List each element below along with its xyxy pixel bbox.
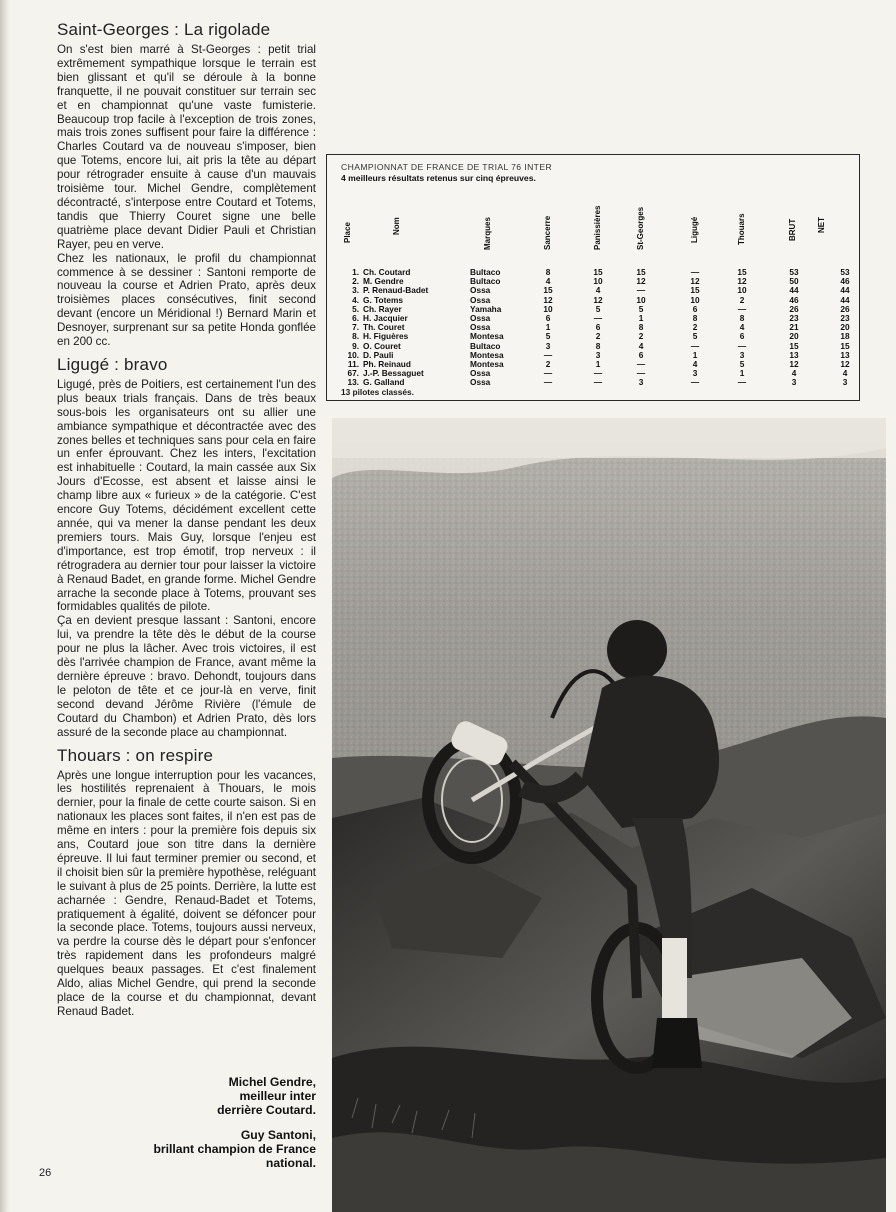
col-header-brut: BRUT [788,218,797,241]
cell-sancerre-score: 6 [545,313,551,323]
cell-liguge-score: 6 [692,303,698,314]
cell-thouars-score: 15 [737,267,747,277]
cell-thouars-score: — [737,377,747,388]
cell-net-score: 23 [840,313,850,323]
cell-net-score: 18 [840,331,850,342]
cell-net-score: 4 [842,368,848,379]
cell-thouars-score: 6 [739,331,745,342]
cell-sancerre-score: — [543,368,553,379]
cell-brut-score: 20 [789,331,799,342]
article-column [57,20,316,1019]
cell-net-score: 53 [840,267,850,277]
photo-captions [86,1075,316,1181]
cell-place: 7. [352,322,359,333]
cell-pilot-name: G. Totems [363,294,403,305]
cell-brut-score: 23 [789,313,799,323]
cell-place: 8. [352,331,359,342]
cell-brut-score: 12 [789,359,799,369]
cell-brand: Montesa [470,349,504,360]
cell-place: 1. [352,267,359,277]
table-title: CHAMPIONNAT DE FRANCE DE TRIAL 76 INTER [341,162,553,172]
table-subtitle: 4 meilleurs résultats retenus sur cinq épreuves. [341,173,536,183]
cell-brand: Ossa [470,322,491,333]
table-row [327,377,859,387]
cell-brand: Montesa [470,331,504,342]
cell-liguge-score: 8 [692,313,698,323]
table-footer: 13 pilotes classés. [341,387,414,397]
cell-place: 6. [352,313,359,323]
cell-liguge-score: 1 [692,349,698,360]
cell-brand: Yamaha [470,303,502,314]
cell-pilot-name: H. Figuères [363,331,409,342]
cell-st-georges-score: — [636,359,646,369]
cell-thouars-score: 2 [739,294,745,305]
cell-sancerre-score: 8 [545,267,551,277]
cell-brut-score: 53 [789,267,799,277]
col-header-nom: Nom [392,217,401,235]
cell-liguge-score: 4 [692,359,698,369]
cell-panissieres-score: 10 [593,276,603,287]
cell-pilot-name: Ph. Reinaud [363,359,411,369]
cell-liguge-score: 5 [692,331,698,342]
cell-panissieres-score: 8 [595,340,601,351]
cell-st-georges-score: 8 [638,322,644,333]
cell-pilot-name: M. Gendre [363,276,404,287]
cell-brut-score: 4 [791,368,797,379]
cell-brut-score: 13 [789,349,799,360]
cell-pilot-name: O. Couret [363,340,401,351]
cell-pilot-name: Ch. Rayer [363,303,402,314]
paragraph: Après une longue interruption pour les vacances, les hostilités reprenaient à Thouars, le mois dernier, pour la finale de cette courte saison. Si en nationaux les places sont faites, il n'en est pas de même en inters : pour la première fois depuis six ans, Coutard joue son titre dans la dernière épreuve. Il lui faut terminer premier ou second, et il choisit bien sûr la première hypothèse, reléguant le suivant à plus de 25 points. Derrière, la lutte est acharnée : Gendre, Renaud-Badet et Totems, pratiquement à égalité, doivent se défoncer pour la seconde place. Totems, toujours aussi nerveux, va perdre la course dès le départ pour s'enfoncer très rapidement dans les profondeurs malgré quelques beaux passages. Et c'est finalement Aldo, alias Michel Gendre, qui prend la seconde place de la course et du championnat, devant Renaud Badet. [57,768,316,1018]
cell-panissieres-score: 12 [593,294,603,305]
cell-sancerre-score: 1 [545,322,551,333]
cell-panissieres-score: 4 [595,285,601,296]
col-header-marques: Marques [483,217,492,250]
paragraph: Chez les nationaux, le profil du championnat commence à se dessiner : Santoni remporte de nouveau la course et Adrien Prato, après deux troisièmes places consécutives, finit second devant (encore un Méridional !) Bernard Marin et Desnoyer, surprenant sur sa petite Honda gonflée en 200 cc. [57,251,316,349]
section-liguge [57,355,316,740]
cell-place: 67. [347,368,359,379]
cell-panissieres-score: 3 [595,349,601,360]
cell-place: 10. [347,349,359,360]
section-title: Saint-Georges : La rigolade [57,20,271,39]
cell-net-score: 13 [840,349,850,360]
cell-place: 11. [347,359,359,369]
cell-brand: Ossa [470,377,491,388]
cell-panissieres-score: 5 [595,303,601,314]
trial-rider-photo [332,418,886,1212]
cell-place: 9. [352,340,359,351]
cell-sancerre-score: 10 [543,303,553,314]
col-header-liguge: Ligugé [690,216,699,243]
paragraph: Ça en devient presque lassant : Santoni, encore lui, va prendre la tête dès le début de la course pour ne plus la lâcher. Avec trois victoires, il est dès l'arrivée champion de France, avant même la dernière épreuve : bravo. Dehondt, toujours dans le peloton de tête et ce jour-là en verve, finit second devand Jérôme Rivière (l'émule de Coutard du Chambon) et Adrien Prato, dès lors assuré de la seconde place au championnat. [57,614,316,739]
col-header-sancerre: Sancerre [543,215,552,250]
cell-brand: Bultaco [470,340,501,351]
cell-net-score: 20 [840,322,850,333]
cell-st-georges-score: 5 [638,303,644,314]
cell-pilot-name: J.-P. Bessaguet [363,368,424,379]
section-thouars [57,746,316,1019]
col-header-place: Place [343,222,352,243]
cell-panissieres-score: — [593,313,603,323]
cell-liguge-score: 15 [690,285,700,296]
cell-pilot-name: Th. Couret [363,322,405,333]
cell-liguge-score: — [690,267,700,277]
cell-place: 4. [352,294,359,305]
cell-st-georges-score: 12 [636,276,646,287]
cell-net-score: 15 [840,340,850,351]
cell-brut-score: 3 [791,377,797,388]
cell-place: 13. [347,377,359,388]
cell-st-georges-score: 1 [638,313,644,323]
cell-brut-score: 50 [789,276,799,287]
cell-net-score: 3 [842,377,848,388]
cell-st-georges-score: — [636,285,646,296]
cell-st-georges-score: 15 [636,267,646,277]
section-saint-georges [57,20,316,349]
cell-panissieres-score: — [593,368,603,379]
cell-thouars-score: 3 [739,349,745,360]
cell-place: 3. [352,285,359,296]
cell-liguge-score: 3 [692,368,698,379]
cell-thouars-score: — [737,340,747,351]
cell-net-score: 46 [840,276,850,287]
cell-net-score: 44 [840,285,850,296]
cell-sancerre-score: 15 [543,285,553,296]
cell-liguge-score: 10 [690,294,700,305]
col-header-net: NET [817,217,826,233]
cell-panissieres-score: 6 [595,322,601,333]
cell-thouars-score: — [737,303,747,314]
cell-sancerre-score: — [543,349,553,360]
cell-liguge-score: — [690,377,700,388]
cell-brut-score: 46 [789,294,799,305]
cell-thouars-score: 8 [739,313,745,323]
col-header-st-georges: St-Georges [636,206,645,250]
col-header-thouars: Thouars [737,213,746,245]
cell-st-georges-score: 4 [638,340,644,351]
cell-brand: Ossa [470,313,491,323]
cell-thouars-score: 1 [739,368,745,379]
cell-thouars-score: 5 [739,359,745,369]
results-table [326,154,860,401]
cell-thouars-score: 12 [737,276,747,287]
col-header-panissieres: Panissières [593,205,602,250]
cell-net-score: 44 [840,294,850,305]
cell-pilot-name: P. Renaud-Badet [363,285,429,296]
cell-sancerre-score: 2 [545,359,551,369]
cell-panissieres-score: — [593,377,603,388]
cell-liguge-score: 2 [692,322,698,333]
cell-st-georges-score: 2 [638,331,644,342]
caption-santoni: Guy Santoni, brillant champion de France national. [153,1128,316,1170]
cell-brand: Ossa [470,285,491,296]
cell-liguge-score: 12 [690,276,700,287]
cell-st-georges-score: 10 [636,294,646,305]
cell-brand: Ossa [470,368,491,379]
cell-sancerre-score: 12 [543,294,553,305]
cell-net-score: 12 [840,359,850,369]
cell-pilot-name: D. Pauli [363,349,394,360]
cell-sancerre-score: 4 [545,276,551,287]
cell-brut-score: 15 [789,340,799,351]
cell-st-georges-score: — [636,368,646,379]
cell-sancerre-score: — [543,377,553,388]
paragraph: Ligugé, près de Poitiers, est certainement l'un des plus beaux trials français. Dans de très beaux sous-bois les organisateurs ont su allier une ambiance sympathique et décontractée avec des zones belles et techniques sans pour cela en faire un enfer éprouvant. Chez les inters, l'excitation est inhabituelle : Coutard, la main cassée aux Six Jours d'Ecosse, est absent et laisse ainsi le champ libre aux « furieux » de la catégorie. C'est encore Guy Totems, décidément excellent cette année, qui va mener la danse pendant les deux premiers tours. Mais Guy, lorsque l'enjeu est d'importance, est trop émotif, trop nerveux : il rétrogradera au dernier tour pour laisser la victoire à Renaud Badet, en grande forme. Michel Gendre arrache la seconde place à Totems, prouvant ses formidables qualités de pilote. [57,377,316,614]
cell-panissieres-score: 2 [595,331,601,342]
cell-panissieres-score: 1 [595,359,601,369]
section-title: Thouars : on respire [57,745,214,765]
cell-sancerre-score: 3 [545,340,551,351]
cell-pilot-name: G. Galland [363,377,405,388]
cell-thouars-score: 10 [737,285,747,296]
cell-net-score: 26 [840,303,850,314]
page-number: 26 [39,1167,52,1179]
cell-brand: Bultaco [470,267,501,277]
cell-brut-score: 44 [789,285,799,296]
cell-st-georges-score: 3 [638,377,644,388]
cell-sancerre-score: 5 [545,331,551,342]
cell-pilot-name: H. Jacquier [363,313,408,323]
section-title: Ligugé : bravo [57,354,168,374]
paragraph: On s'est bien marré à St-Georges : petit trial extrêmement sympathique lorsque le terrain est bien glissant et qu'il se déroule à la bonne franquette, il ne pouvait constituer sur terrain sec et en championnat qu'une vaste fumisterie. Beaucoup trop facile à l'exception de trois zones, mais trois zones suffisent pour faire la différence : Charles Coutard va de nouveau s'imposer, bien que Totems, encore lui, ait pris la tête au départ pour rétrograder ensuite à cause d'un mauvais troisième tour. Michel Gendre, complètement décontracté, s'interpose entre Coutard et Totems, tandis que Thierry Couret signe une belle quatrième place devant Didier Pauli et Christian Rayer, peu en verve. [57,43,316,251]
cell-brut-score: 26 [789,303,799,314]
cell-panissieres-score: 15 [593,267,603,277]
caption-gendre: Michel Gendre, meilleur inter derrière Coutard. [217,1075,316,1117]
cell-brut-score: 21 [789,322,799,333]
cell-liguge-score: — [690,340,700,351]
cell-brand: Bultaco [470,276,501,287]
page-edge-shadow [0,0,10,1212]
cell-st-georges-score: 6 [638,349,644,360]
cell-pilot-name: Ch. Coutard [363,267,411,277]
cell-place: 2. [352,276,359,287]
cell-place: 5. [352,303,359,314]
cell-brand: Ossa [470,294,491,305]
cell-thouars-score: 4 [739,322,745,333]
cell-brand: Montesa [470,359,504,369]
